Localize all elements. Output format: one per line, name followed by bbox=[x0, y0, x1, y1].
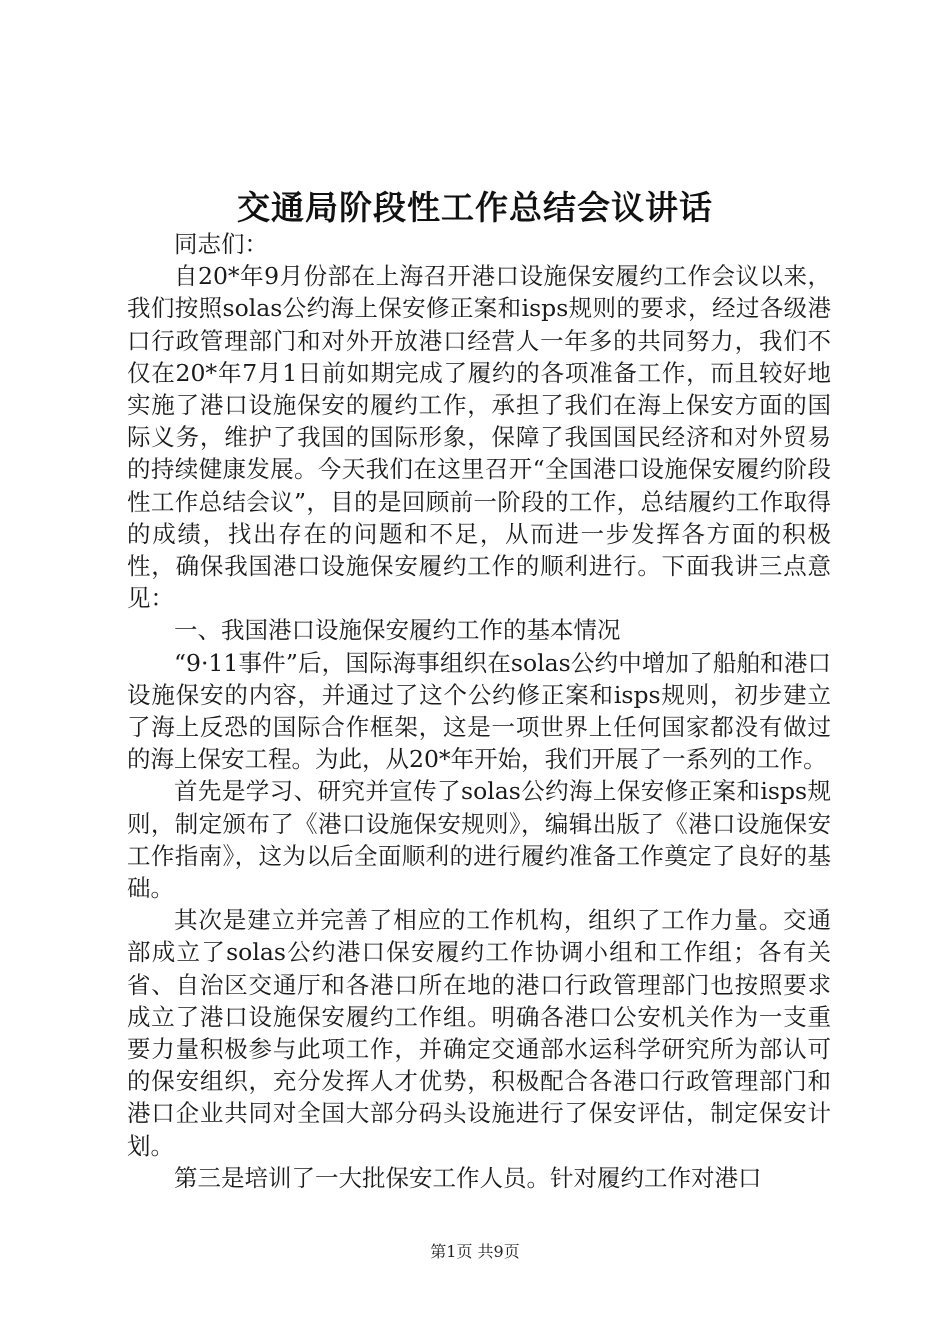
section-heading: 一、我国港口设施保安履约工作的基本情况 bbox=[174, 616, 621, 645]
body-paragraph: 首先是学习、研究并宣传了solas公约海上保安修正案和isps规则，制定颁布了《港口设施保安规则》，编辑出版了《港口设施保安工作指南》，这为以后全面顺利的进行履约准备工作奠定了良好的基础。 bbox=[127, 777, 831, 903]
body-paragraph: 其次是建立并完善了相应的工作机构，组织了工作力量。交通部成立了solas公约港口保安履约工作协调小组和工作组；各有关省、自治区交通厅和各港口所在地的港口行政管理部门也按照要求成立了港口设施保安履约工作组。明确各港口公安机关作为一支重要力量积极参与此项工作，并确定交通部水运科学研究所为部认可的保安组织，充分发挥人才优势，积极配合各港口行政管理部门和港口企业共同对全国大部分码头设施进行了保安评估，制定保安计划。 bbox=[127, 906, 831, 1160]
body-paragraph: “9·11事件”后，国际海事组织在solas公约中增加了船舶和港口设施保安的内容，并通过了这个公约修正案和isps规则，初步建立了海上反恐的国际合作框架，这是一项世界上任何国家都没有做过的海上保安工程。为此，从20*年开始，我们开展了一系列的工作。 bbox=[127, 648, 831, 774]
document-title: 交通局阶段性工作总结会议讲话 bbox=[237, 188, 713, 227]
document-body bbox=[127, 228, 831, 1194]
body-paragraph: 第三是培训了一大批保安工作人员。针对履约工作对港口 bbox=[174, 1163, 762, 1192]
body-paragraph: 自20*年9月份部在上海召开港口设施保安履约工作会议以来，我们按照solas公约海上保安修正案和isps规则的要求，经过各级港口行政管理部门和对外开放港口经营人一年多的共同努力，我们不仅在20*年7月1日前如期完成了履约的各项准备工作，而且较好地实施了港口设施保安的履约工作，承担了我们在海上保安方面的国际义务，维护了我国的国际形象，保障了我国国民经济和对外贸易的持续健康发展。今天我们在这里召开“全国港口设施保安履约阶段性工作总结会议”，目的是回顾前一阶段的工作，总结履约工作取得的成绩，找出存在的问题和不足，从而进一步发挥各方面的积极性，确保我国港口设施保安履约工作的顺利进行。下面我讲三点意见： bbox=[127, 262, 831, 613]
salutation-paragraph: 同志们： bbox=[174, 230, 268, 258]
page-footer: 第1页 共9页 bbox=[430, 1242, 520, 1261]
